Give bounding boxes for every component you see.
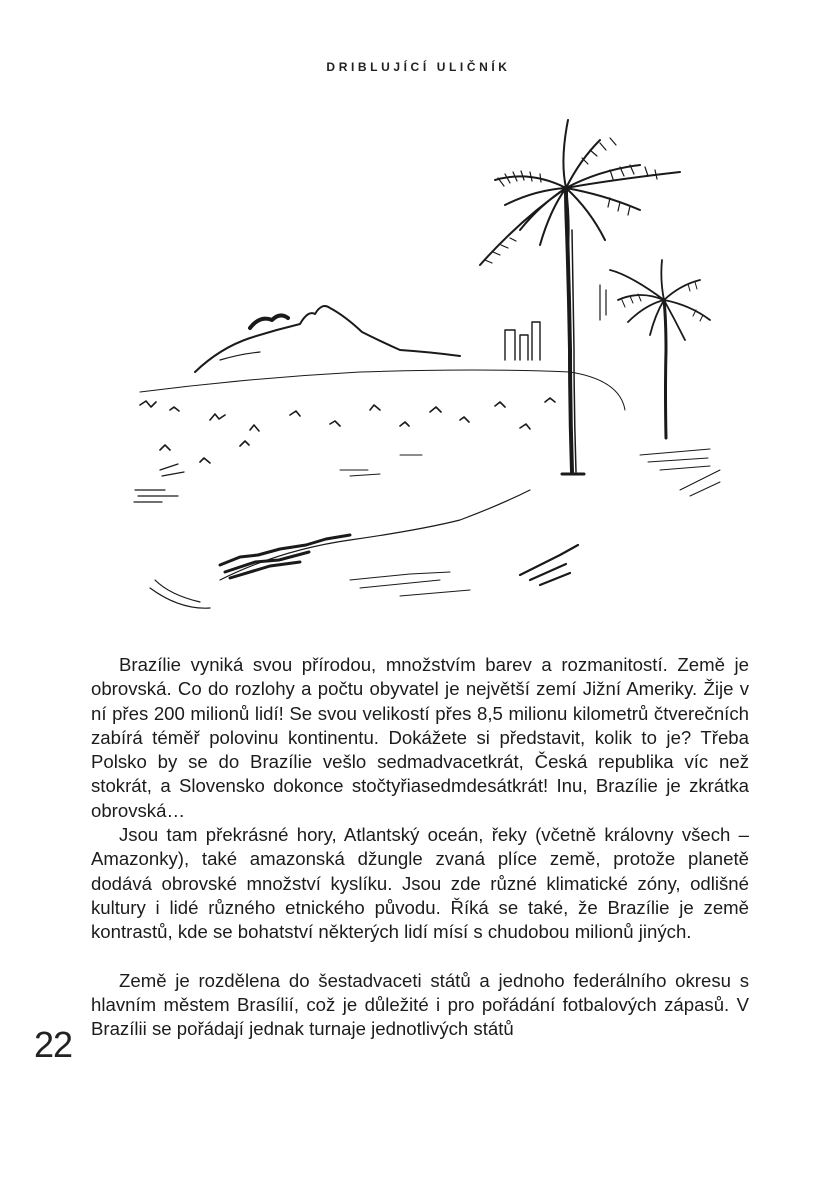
paragraph: Brazílie vyniká svou přírodou, množstvím barev a rozmanitostí. Země je obrovská. Co do rozlohy a počtu obyvatel je největší zemí Jižní Ameriky. Žije v ní přes 200 milionů lidí! Se svou velikostí přes 8,5 milionu kilometrů čtverečních zabírá téměř polovinu kontinentu. Dokážete si představit, kolik to je? Třeba Polsko by se do Brazílie vešlo sedmadvacetkrát, Česká republika víc než stokrát, a Slovensko dokonce stočtyřiasedmdesátkrát! Inu, Brazílie je zkrátka obrovská… xyxy=(91,654,749,821)
mountain-outline xyxy=(195,306,460,372)
running-head: DRIBLUJÍCÍ ULIČNÍK xyxy=(326,60,511,74)
paragraph: Země je rozdělena do šestadvaceti států a jednoho federálního okresu s hlavním městem Brasílií, což je důležité i pro pořádání fotbalových zápasů. V Brazílii se pořádají jednak turnaje jednotlivých států xyxy=(91,969,749,1040)
beach-palm-illustration xyxy=(100,110,750,620)
page-number: 22 xyxy=(34,1024,73,1065)
paragraph: Jsou tam překrásné hory, Atlantský oceán, řeky (včetně královny všech – Amazonky), také amazonská džungle zvaná plíce země, protože planetě dodává obrovské množství kyslíku. Jsou zde různé klimatické zóny, odlišné kultury i lidé různého etnického původu. Říká se také, že Brazílie je země kontrastů, kde se bohatství některých lidí mísí s chudobou milionů jiných. xyxy=(91,824,749,943)
body-text xyxy=(91,653,749,1041)
second-palm-trunk xyxy=(664,300,666,438)
